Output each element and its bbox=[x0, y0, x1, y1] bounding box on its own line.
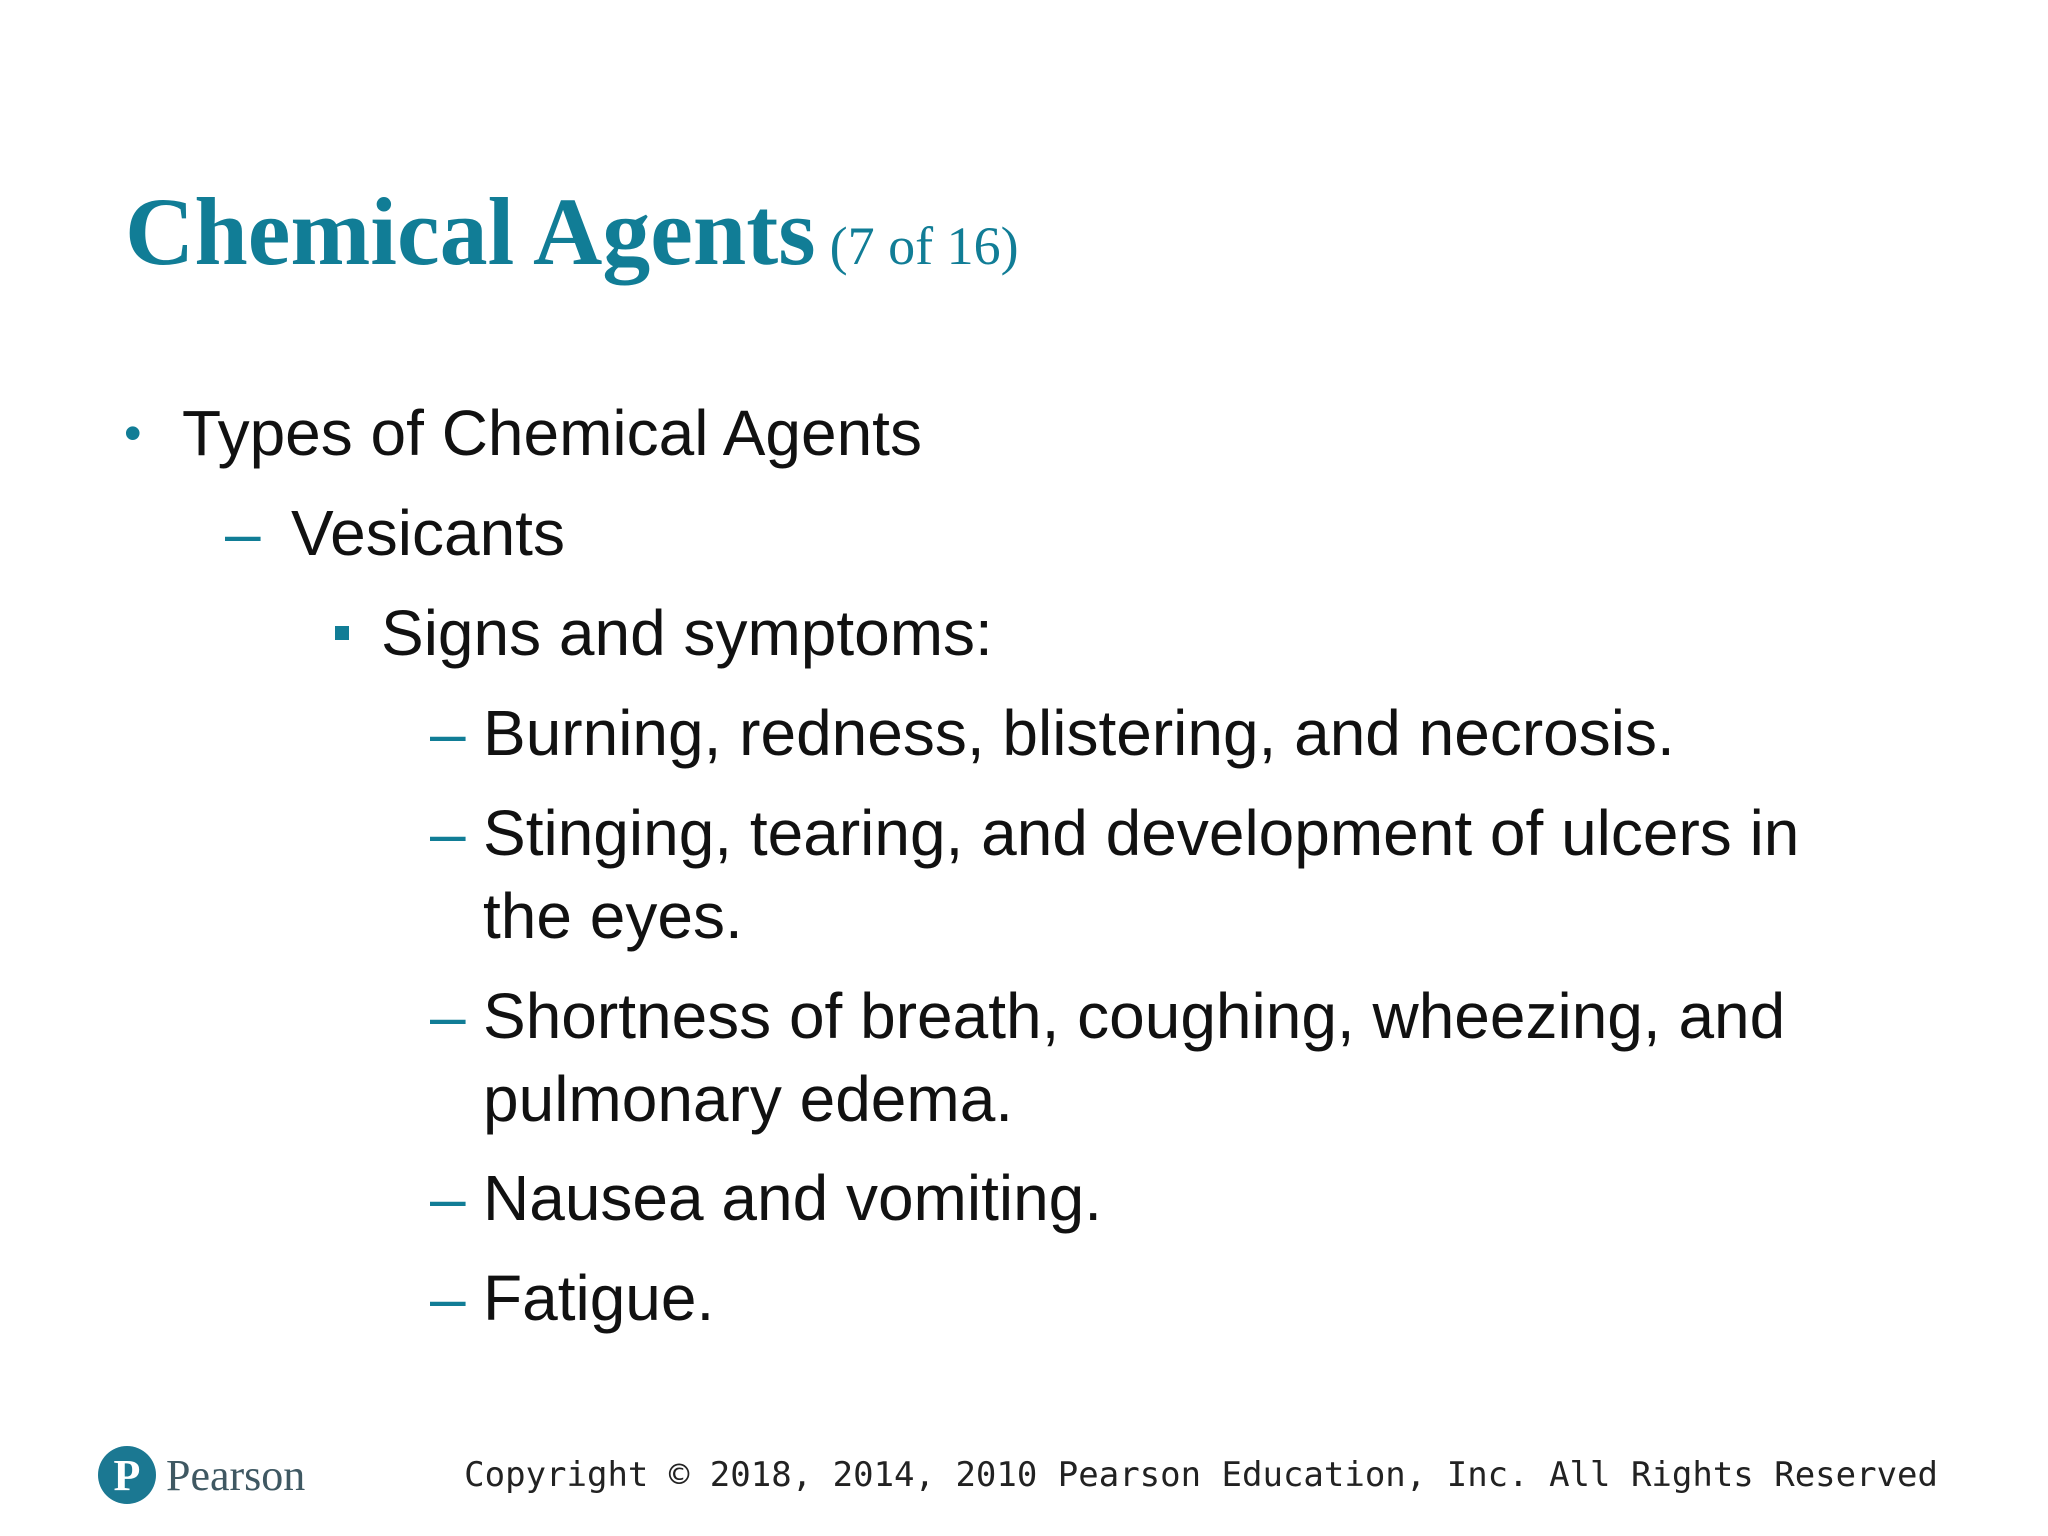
bullet-level2-vesicants: Vesicants bbox=[291, 497, 565, 569]
dash-marker-symptom-2: – bbox=[430, 797, 466, 869]
slide-title bbox=[125, 176, 1019, 287]
bullet-level1-types: Types of Chemical Agents bbox=[182, 397, 922, 469]
pearson-p-icon: P bbox=[98, 1446, 156, 1504]
symptom-shortness-line2: pulmonary edema. bbox=[483, 1063, 1014, 1135]
symptom-fatigue: Fatigue. bbox=[483, 1262, 715, 1334]
pearson-logo bbox=[98, 1446, 305, 1504]
symptom-burning: Burning, redness, blistering, and necrosis. bbox=[483, 697, 1675, 769]
title-counter: (7 of 16) bbox=[829, 216, 1019, 276]
symptom-shortness-line1: Shortness of breath, coughing, wheezing, and bbox=[483, 980, 1786, 1052]
dash-marker-symptom-1: – bbox=[430, 697, 466, 769]
dash-marker-symptom-3: – bbox=[430, 980, 466, 1052]
dash-marker-level2: – bbox=[225, 497, 261, 569]
pearson-wordmark: Pearson bbox=[166, 1450, 306, 1500]
bullet-level3-signs: Signs and symptoms: bbox=[381, 597, 993, 669]
dash-marker-symptom-5: – bbox=[430, 1262, 466, 1334]
symptom-stinging-line2: the eyes. bbox=[483, 880, 743, 952]
bullet-marker-level1: • bbox=[124, 405, 142, 461]
symptom-stinging-line1: Stinging, tearing, and development of ulcers in bbox=[483, 797, 1800, 869]
square-marker-level3 bbox=[335, 626, 349, 640]
title-main: Chemical Agents bbox=[125, 178, 816, 285]
dash-marker-symptom-4: – bbox=[430, 1162, 466, 1234]
copyright-notice: Copyright © 2018, 2014, 2010 Pearson Education, Inc. All Rights Reserved bbox=[464, 1455, 1938, 1495]
symptom-nausea: Nausea and vomiting. bbox=[483, 1162, 1103, 1234]
